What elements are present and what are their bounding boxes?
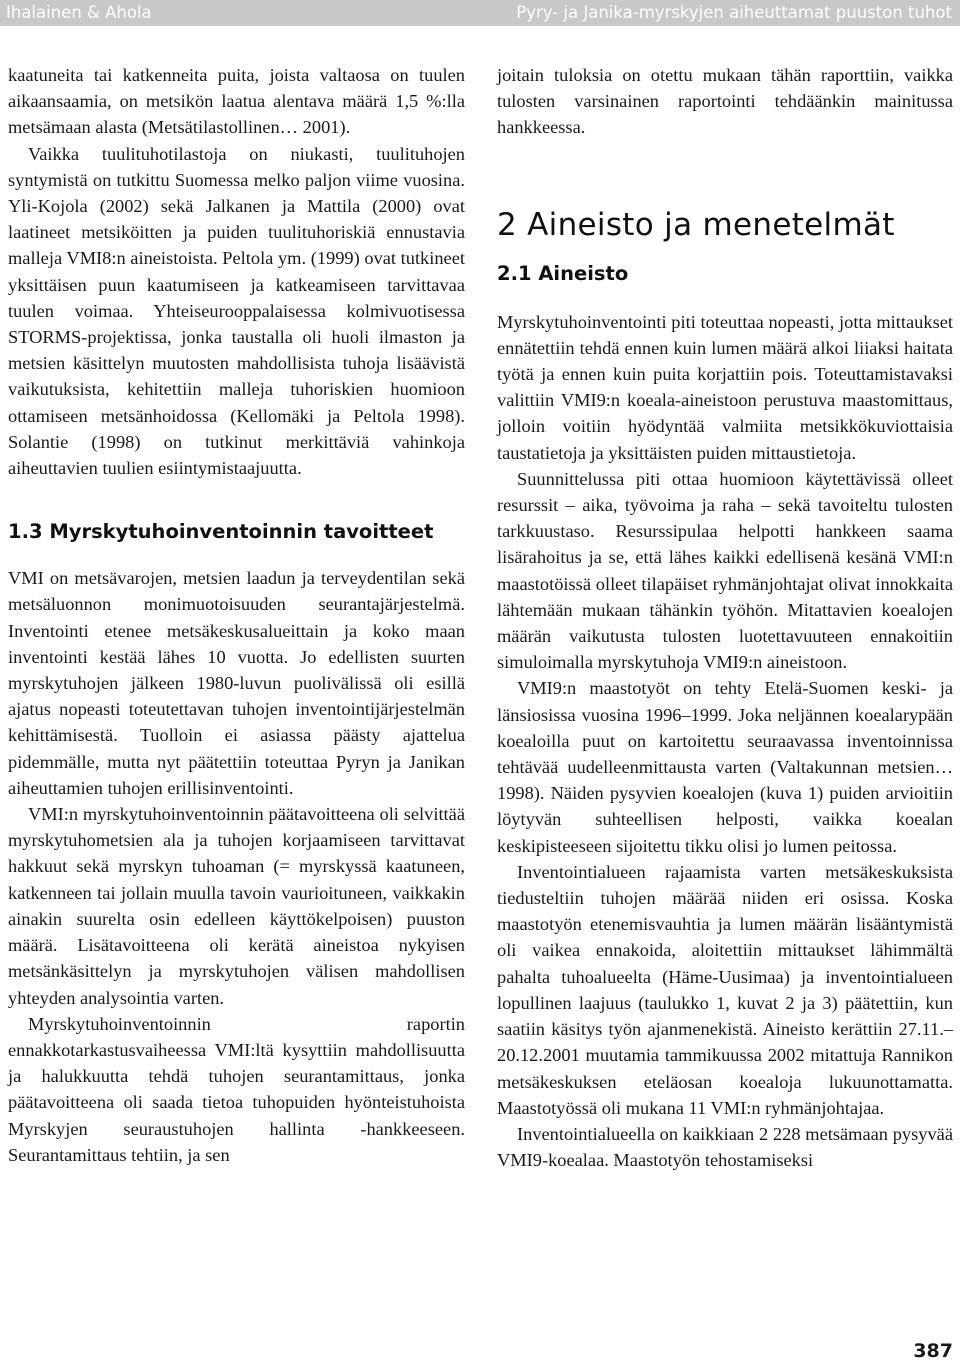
section-heading-1-3: 1.3 Myrskytuhoinventoinnin tavoitteet	[8, 520, 434, 544]
right-column	[497, 62, 953, 1173]
right-paragraph-1: joitain tuloksia on otettu mukaan tähän raporttiin, vaikka tulosten varsinainen raportointi tehdäänkin mainitussa hankkeessa.	[497, 65, 953, 138]
header-title: Pyry- ja Janika-myrskyjen aiheuttamat puuston tuhot	[516, 3, 952, 22]
right-paragraph-2: Myrskytuhoinventointi piti toteuttaa nopeasti, jotta mittaukset ennätettiin tehdä ennen kuin lumen määrä alkoi liiaksi haitata työtä ja ennen kuin puita korjattiin pois. Toteuttamistavaksi valittiin VMI9:n koeala-aineistoon perustuva maastomittaus, jolloin voitiin hyödyntää valmiita metsikkökuviottaisia taustatietoja ja yksittäisten puiden mittaustietoja.	[497, 311, 953, 463]
header-authors: Ihalainen & Ahola	[6, 3, 152, 22]
left-column	[8, 62, 465, 1168]
right-paragraph-6: Inventointialueella on kaikkiaan 2 228 metsämaan pysyvää VMI9-koealaa. Maastotyön tehostamiseksi	[497, 1123, 953, 1171]
left-paragraph-5: Myrskytuhoinventoinnin raportin ennakkotarkastusvaiheessa VMI:ltä kysyttiin mahdollisuutta ja halukkuutta tehdä tuhojen seurantamittaus, jonka päätavoitteena oli saada tietoa tuhopuiden hyönteistuhoista Myrskyjen seuraustuhojen hallinta -hankkeeseen. Seurantamittaus tehtiin, ja sen	[8, 1013, 465, 1165]
section-heading-2: 2 Aineisto ja menetelmät	[497, 206, 895, 243]
page-number: 387	[913, 1340, 953, 1362]
right-paragraph-5: Inventointialueen rajaamista varten metsäkeskuksista tiedusteltiin tuhojen määrää niiden eri osissa. Koska maastotyön etenemisvauhtia ja lumen määrän lisääntymistä oli vaikea ennakoida, aloitettiin mittaukset lähimmältä pahalta tuhoalueelta (Häme-Uusimaa) ja inventointialueen lopullinen laajuus (taulukko 1, kuvat 2 ja 3) päätettiin, kun saatiin käsitys työn ajanmenekistä. Aineisto kerättiin 27.11.–20.12.2001 muutamia tammikuussa 2002 mitattuja Rannikon metsäkeskuksen eteläosan koealoja lukuunottamatta. Maastotyössä oli mukana 11 VMI:n ryhmänjohtajaa.	[497, 861, 953, 1118]
left-paragraph-2: Vaikka tuulituhotilastoja on niukasti, tuulituhojen syntymistä on tutkittu Suomessa melko paljon viime vuosina. Yli-Kojola (2002) sekä Jalkanen ja Mattila (2000) ovat laatineet metsiköitten ja puiden tuulituhoriskiä ennustavia malleja VMI8:n aineistoista. Peltola ym. (1999) ovat tutkineet yksittäisen puun kaatumiseen ja katkeamiseen tarvittavaa tuulen voimaa. Yhteiseurooppalaisessa kolmivuotisessa STORMS-projektissa, jonka taustalla oli huoli ilmaston ja metsien käsittelyn muutosten mahdollisista tuhoja lisäävistä vaikutuksista, kehitettiin malleja tuhoriskien huomioon ottamiseen metsänhoidossa (Kellomäki ja Peltola 1998). Solantie (1998) on tutkinut merkittäviä vahinkoja aiheuttavien tuulien esiintymistaajuutta.	[8, 143, 465, 479]
subsection-heading-2-1: 2.1 Aineisto	[497, 261, 629, 285]
right-paragraph-3: Suunnittelussa piti ottaa huomioon käytettävissä olleet resurssit – aika, työvoima ja raha – sekä tavoiteltu tulosten tarkkuustaso. Resurssipulaa helpotti hankkeen saama lisärahoitus ja se, että lähes kaikki edellisenä kesänä VMI:n maastotöissä olleet tilapäiset ryhmänjohtajat olivat innokkaita lähtemään mukaan tähänkin työhön. Mitattavien koealojen määrän vaikutusta tulosten luotettavuuteen ennakoitiin simuloimalla myrskytuhoja VMI9:n aineistoon.	[497, 468, 953, 673]
right-paragraph-4: VMI9:n maastotyöt on tehty Etelä-Suomen keski- ja länsiosissa vuosina 1996–1999. Joka neljännen koealarypään koealoilla puut on kartoitettu seuraavassa inventoinnissa tehtävää uudelleenmittausta varten (Valtakunnan metsien… 1998). Näiden pysyvien koealojen (kuva 1) puiden arvioitiin löytyvän suhteellisen helposti, vaikka koealan keskipisteeseen sijoitettu tikku olisi jo lumen peitossa.	[497, 678, 953, 856]
left-paragraph-3: VMI on metsävarojen, metsien laadun ja terveydentilan sekä metsäluonnon monimuotoisuuden seurantajärjestelmä. Inventointi etenee metsäkeskusalueittain ja koko maan inventointi kestää lähes 10 vuotta. Jo edellisten suurten myrskytuhojen jälkeen 1980-luvun puolivälissä oli esillä ajatus nopeasti toteutettavan tuhojen inventointijärjestelmän kehittämisestä. Tuolloin ei asiassa päästy ajattelua pidemmälle, mutta nyt päätettiin toteuttaa Pyryn ja Janikan aiheuttamien tuhojen erillisinventointi.	[8, 568, 465, 798]
left-paragraph-1: kaatuneita tai katkenneita puita, joista valtaosa on tuulen aikaansaamia, on metsikön laatua alentava määrä 1,5 %:lla metsämaan alasta (Metsätilastollinen… 2001).	[8, 65, 465, 138]
running-header	[0, 0, 960, 26]
left-paragraph-4: VMI:n myrskytuhoinventoinnin päätavoitteena oli selvittää myrskytuhometsien ala ja tuhojen korjaamiseen tarvittavat hakkuut sekä myrskyn tuhoaman (= myrskyssä kaatuneen, katkenneen tai jollain muulla tavoin vaurioituneen, vaikkakin ainakin suurelta osin edelleen käyttökelpoisen) puuston määrä. Lisätavoitteena oli kerätä aineistoa nykyisen metsänkäsittelyn ja myrskytuhojen välisen mahdollisen yhteyden analysointia varten.	[8, 804, 465, 1008]
